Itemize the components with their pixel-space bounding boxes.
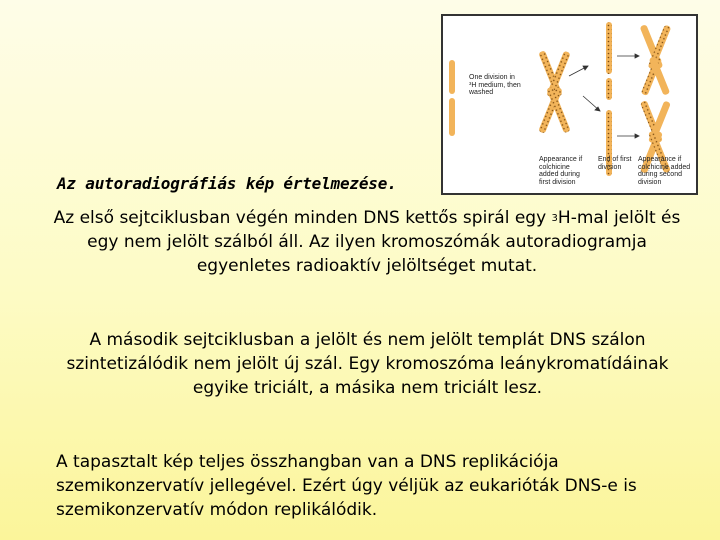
label-appearance-second: Appearance if colchicine added during second division	[638, 156, 691, 186]
chromosome-first-division	[538, 50, 570, 134]
label-one-division: One division in ³H medium, then washed	[469, 74, 521, 96]
chromosome-second-division	[640, 24, 672, 174]
label-appearance-first: Appearance if colchicine added during first division	[539, 156, 583, 186]
paragraph-second-cycle: A második sejtciklusban a jelölt és nem jelölt templát DNS szálon szintetizálódik nem jelölt új szál. Egy kromoszóma leánykromatídáinak egyike triciált, a másika nem triciált lesz.	[66, 330, 669, 398]
tritium-superscript: 3	[551, 213, 558, 224]
paragraph-first-cycle-start: Az első sejtciklusban végén minden DNS kettős spirál egy	[53, 208, 552, 228]
arrows	[569, 54, 639, 138]
page-title: Az autoradiográfiás kép értelmezése.	[57, 174, 397, 193]
paragraph-conclusion: A tapasztalt kép teljes összhangban van a DNS replikációja szemikonzervatív jellegével. Ezért úgy véljük az eukarióták DNS-e is szemikonzervatív módon replikálódik.	[56, 452, 637, 520]
chromosome-end-first-division	[606, 22, 612, 176]
chromosome-figure	[441, 14, 698, 195]
paragraph-first-cycle	[52, 206, 682, 278]
chromosome-initial	[449, 60, 455, 136]
paragraph-first-cycle-end: H-mal jelölt és egy nem jelölt szálból áll. Az ilyen kromoszómák autoradiogramja egyenletes radioaktív jelöltséget mutat.	[87, 208, 681, 276]
label-end-first: End of first division	[598, 156, 632, 171]
